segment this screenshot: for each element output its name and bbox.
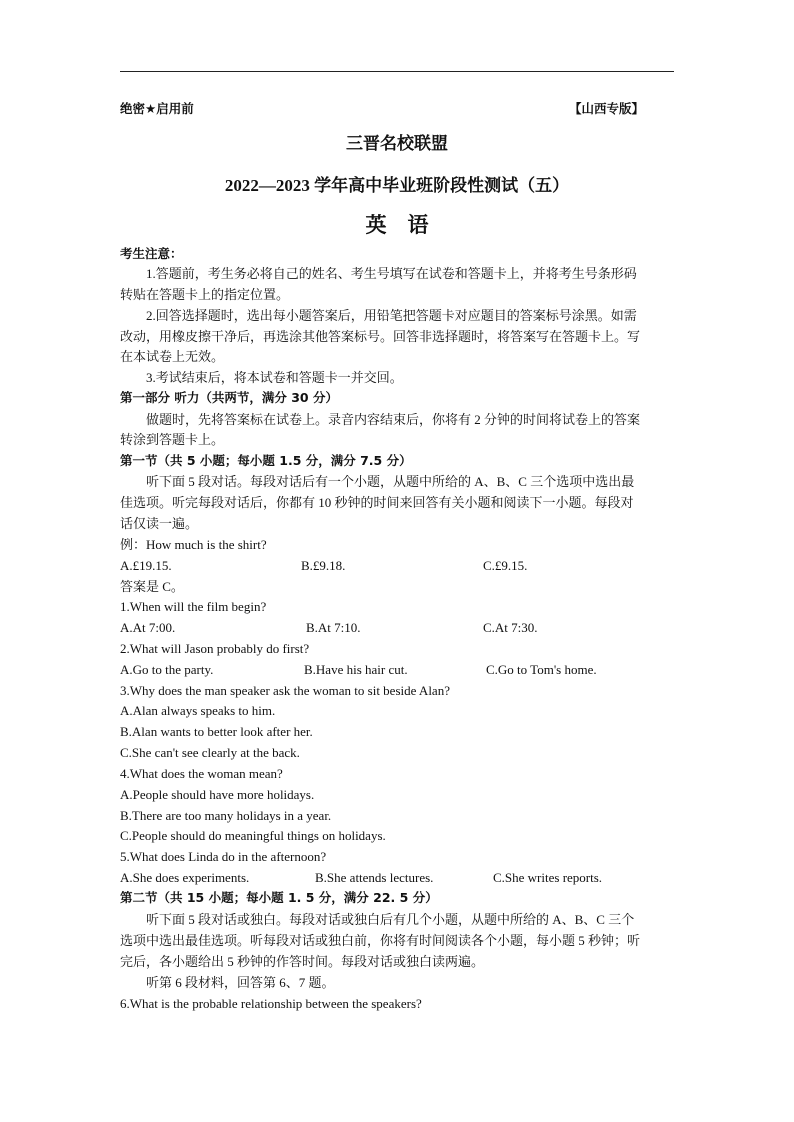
part1-intro: 做题时，先将答案标在试卷上。录音内容结束后，你将有 2 分钟的时间将试卷上的答案 [146, 412, 641, 427]
question-4-option-b: B.There are too many holidays in a year. [120, 808, 332, 823]
org-title: 三晋名校联盟 [346, 134, 448, 154]
option-b: B.£9.18. [301, 558, 346, 573]
section1-intro: 听下面 5 段对话。每段对话后有一个小题，从题中所给的 A、B、C 三个选项中选出最 [146, 474, 635, 489]
option-b: B.At 7:10. [306, 620, 361, 635]
section2-intro-cont: 完后，各小题给出 5 秒钟的作答时间。每段对话或独白读两遍。 [120, 954, 485, 969]
part1-intro-cont: 转涂到答题卡上。 [120, 432, 225, 447]
option-a: A.At 7:00. [120, 620, 176, 635]
section1-heading: 第一节（共 5 小题；每小题 1.5 分，满分 7.5 分） [120, 453, 412, 468]
option-a: A.Go to the party. [120, 662, 214, 677]
notice-item-2: 2.回答选择题时，选出每小题答案后，用铅笔把答题卡对应题目的答案标号涂黑。如需 [146, 308, 637, 323]
confidential-label: 绝密★启用前 [120, 101, 194, 116]
option-c: C.£9.15. [483, 558, 528, 573]
exam-title: 2022—2023 学年高中毕业班阶段性测试（五） [224, 176, 570, 195]
option-a: A.£19.15. [120, 558, 172, 573]
question-3-option-b: B.Alan wants to better look after her. [120, 724, 313, 739]
section1-intro-cont: 佳选项。听完每段对话后，你都有 10 秒钟的时间来回答有关小题和阅读下一小题。每段对 [120, 495, 634, 510]
question-4-option-c: C.People should do meaningful things on holidays. [120, 828, 386, 843]
option-a: A.She does experiments. [120, 870, 250, 885]
question-3-option-c: C.She can't see clearly at the back. [120, 745, 300, 760]
option-b: B.Have his hair cut. [304, 662, 408, 677]
section1-intro-cont: 话仅读一遍。 [120, 516, 199, 531]
part1-heading: 第一部分 听力（共两节，满分 30 分） [120, 390, 338, 405]
subject-title: 英 语 [365, 213, 429, 237]
question-3: 3.Why does the man speaker ask the woman to sit beside Alan? [120, 683, 450, 698]
question-2-options [120, 660, 680, 680]
notice-item-1-cont: 转贴在答题卡上的指定位置。 [120, 287, 290, 302]
section2-intro-cont: 选项中选出最佳选项。听每段对话或独白前，你将有时间阅读各个小题，每小题 5 秒钟；听 [120, 933, 641, 948]
question-1-options [120, 618, 680, 638]
example-options [120, 556, 680, 576]
option-c: C.She writes reports. [493, 870, 603, 885]
option-b: B.She attends lectures. [315, 870, 434, 885]
question-1: 1.When will the film begin? [120, 599, 267, 614]
question-2: 2.What will Jason probably do first? [120, 641, 310, 656]
question-5: 5.What does Linda do in the afternoon? [120, 849, 327, 864]
question-4-option-a: A.People should have more holidays. [120, 787, 315, 802]
material-6-instruction: 听第 6 段材料，回答第 6、7 题。 [146, 975, 335, 990]
question-5-options [120, 868, 680, 888]
option-c: C.Go to Tom's home. [486, 662, 597, 677]
section2-heading: 第二节（共 15 小题；每小题 1. 5 分，满分 22. 5 分） [120, 890, 438, 905]
top-rule [120, 71, 674, 72]
question-3-option-a: A.Alan always speaks to him. [120, 703, 276, 718]
question-4: 4.What does the woman mean? [120, 766, 283, 781]
notice-item-2-cont: 在本试卷上无效。 [120, 349, 225, 364]
question-6: 6.What is the probable relationship between the speakers? [120, 996, 422, 1011]
notice-item-1: 1.答题前，考生务必将自己的姓名、考生号填写在试卷和答题卡上，并将考生号条形码 [146, 266, 637, 281]
edition-label: 【山西专版】 [569, 101, 645, 116]
option-c: C.At 7:30. [483, 620, 538, 635]
example-answer: 答案是 C。 [120, 579, 184, 594]
section2-intro: 听下面 5 段对话或独白。每段对话或独白后有几个小题，从题中所给的 A、B、C 三个 [146, 912, 635, 927]
notice-item-3: 3.考试结束后，将本试卷和答题卡一并交回。 [146, 370, 403, 385]
notice-item-2-cont: 改动，用橡皮擦干净后，再选涂其他答案标号。回答非选择题时，将答案写在答题卡上。写 [120, 329, 641, 344]
notice-heading: 考生注意： [120, 246, 183, 261]
example-question: 例：How much is the shirt? [120, 537, 267, 552]
